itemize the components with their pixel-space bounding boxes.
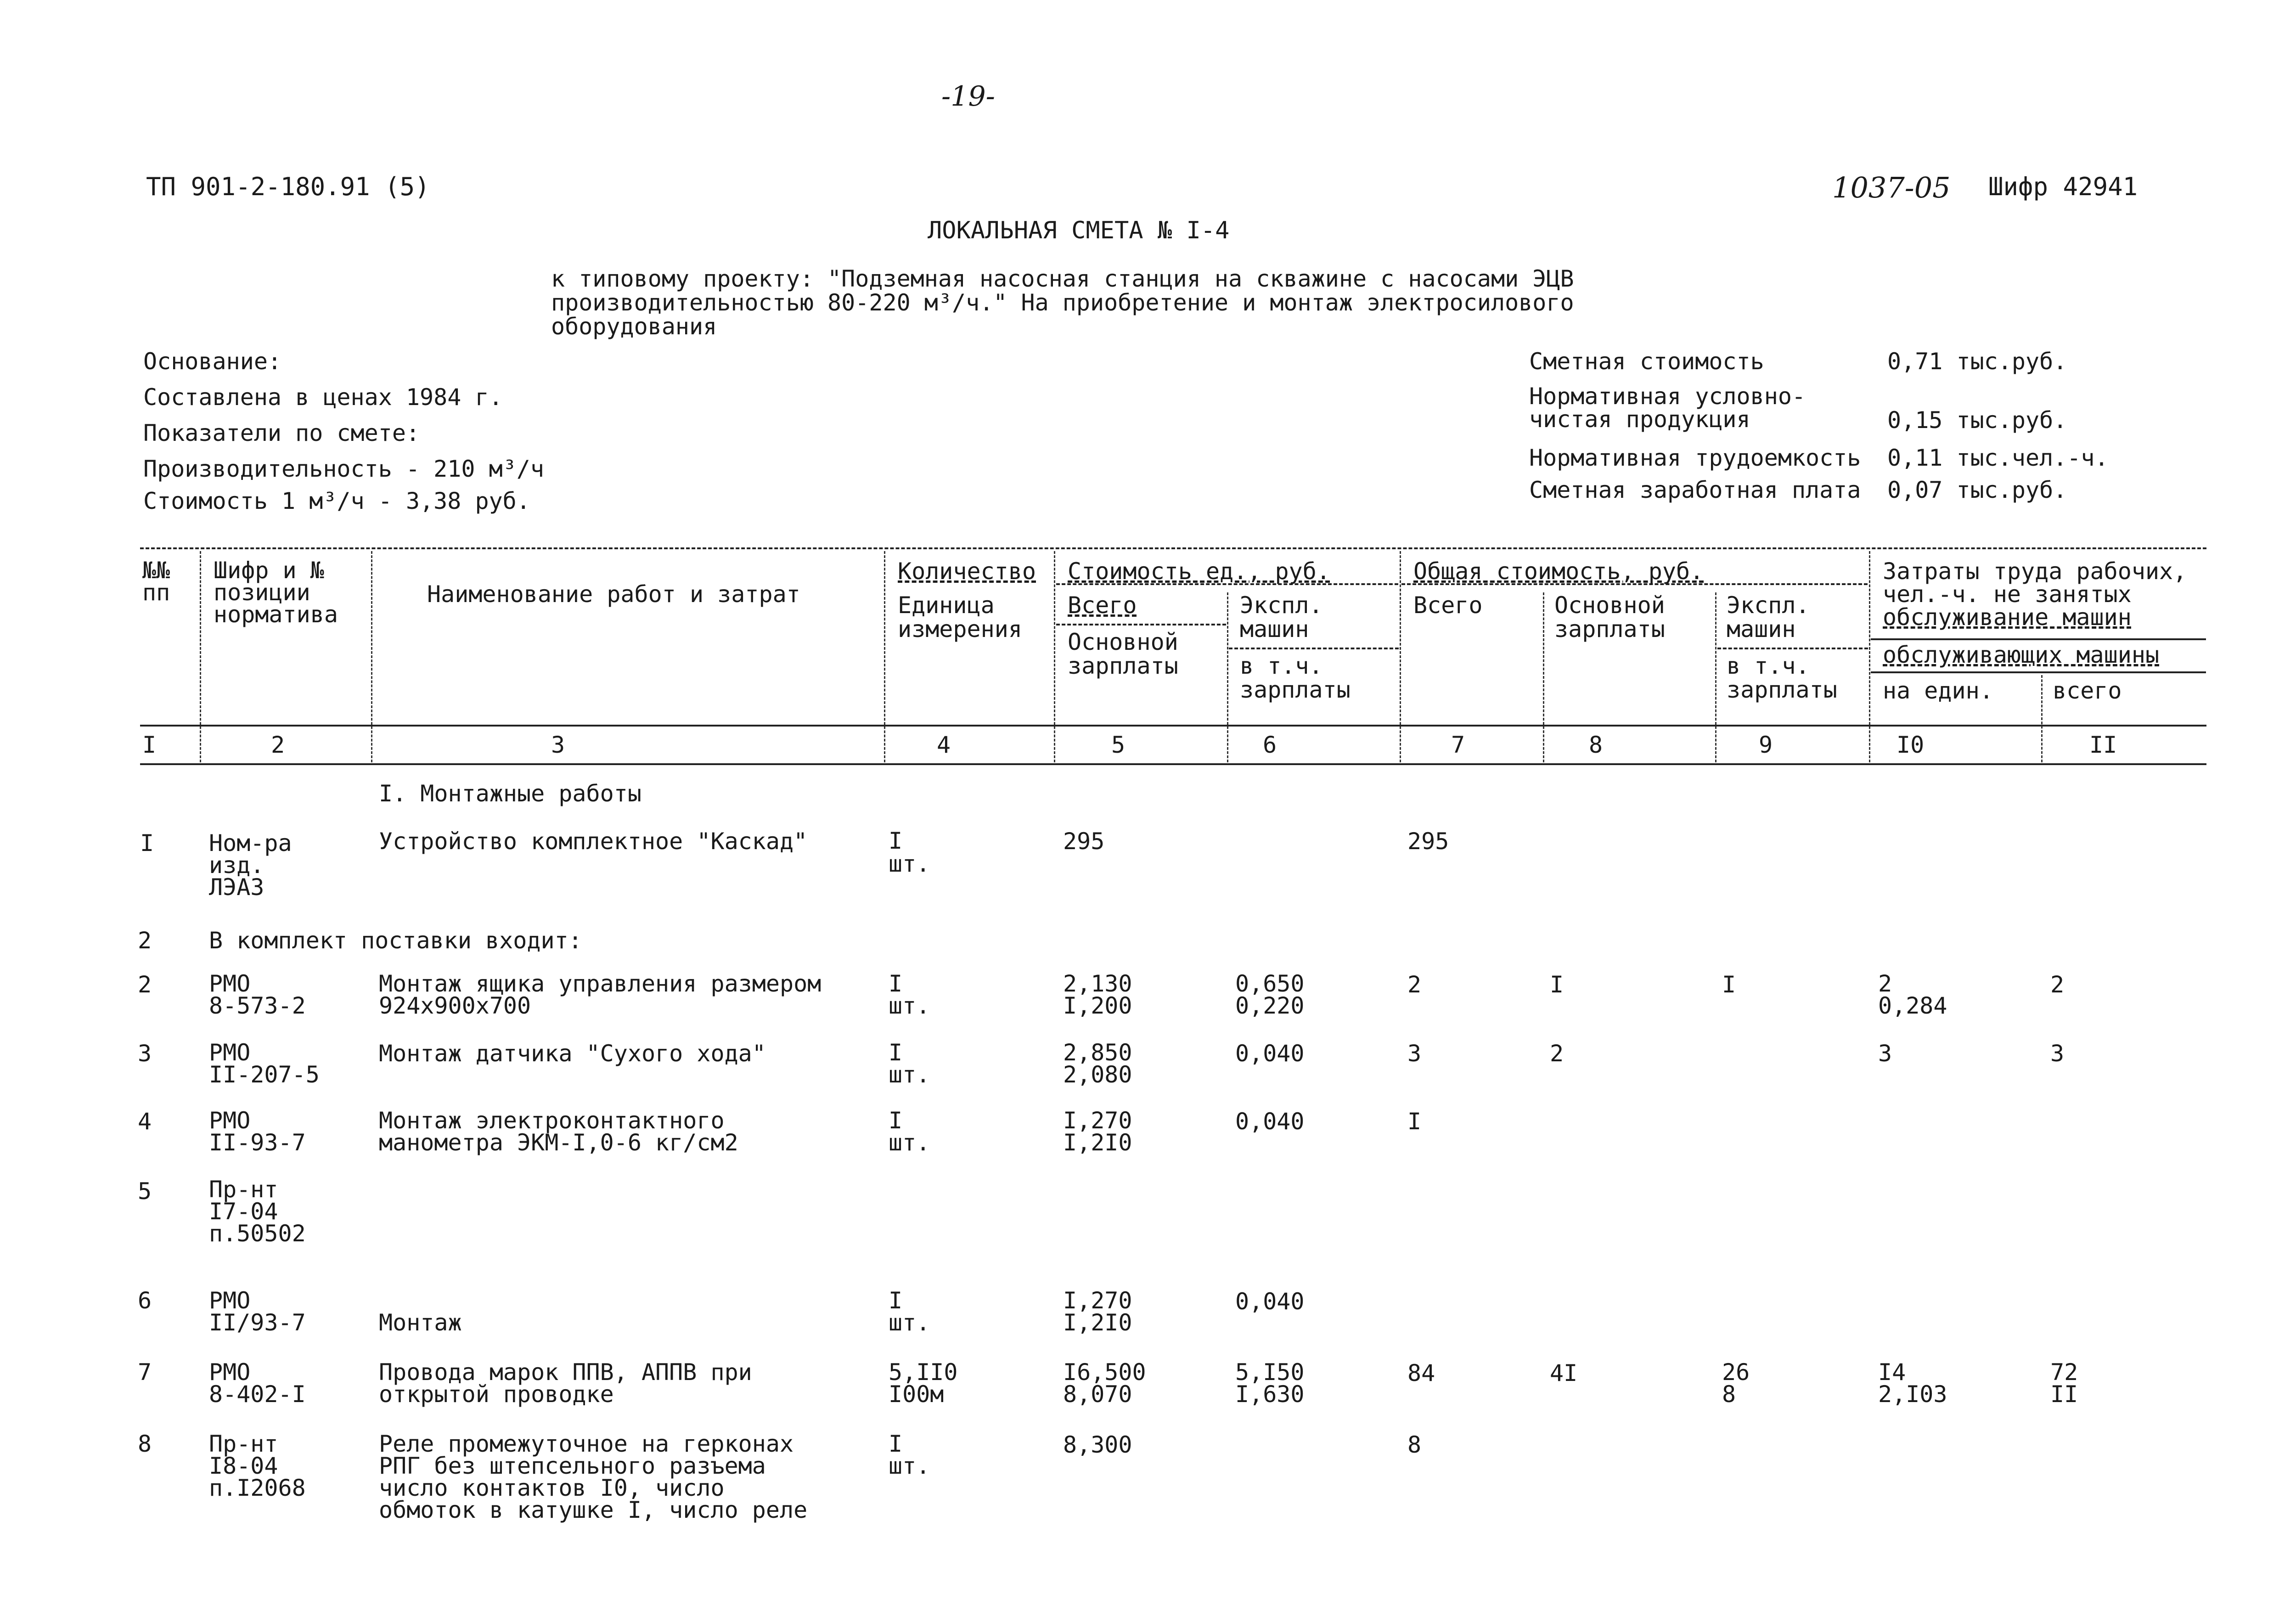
col-divider-4 [1054,551,1055,762]
col-number-8: 8 [1589,732,1603,758]
header-unit-machine-wages: в т.ч. зарплаты [1240,653,1351,703]
header-labor-title: Затраты труда рабочих, [1883,558,2187,585]
header-row-number: №№ пп [142,557,170,606]
unit-total: I,270 I,2I0 [1063,1107,1132,1156]
unit-cost: Стоимость 1 м³/ч - 3,38 руб. [143,488,530,514]
col-number-1: I [142,732,157,758]
norm-code: РМО 8-573-2 [209,970,306,1019]
doc-code: ТП 901-2-180.91 (5) [146,172,430,201]
norm-code: РМО 8-402-I [209,1359,306,1408]
labor-sub-rule-2 [1871,671,2206,673]
document-title: ЛОКАЛЬНАЯ СМЕТА № I-4 [928,217,1230,244]
col-divider-7 [1543,592,1544,762]
col-number-6: 6 [1263,732,1277,758]
net-production-value: 0,15 тыс.руб. [1887,407,2067,434]
work-name: Провода марок ППВ, АППВ при открытой проводке [379,1359,752,1408]
prices-year: Составлена в ценах 1984 г. [143,384,503,411]
work-name: Устройство комплектное "Каскад" [379,828,808,855]
unit-total: I6,500 8,070 [1063,1359,1146,1408]
subtitle-line-1: к типовому проекту: "Подземная насосная станция на скважине с насосами ЭЦВ [551,265,1574,292]
total-cost: 3 [1407,1040,1422,1067]
total-cost: 84 [1407,1360,1435,1386]
row-number: 6 [138,1287,152,1314]
col-number-7: 7 [1451,732,1465,758]
total-cost: 295 [1407,828,1449,855]
header-work-name: Наименование работ и затрат [427,581,800,608]
inventory-number: 1037-05 [1832,171,1951,204]
header-quantity: Количество [898,558,1036,585]
estimated-cost-value: 0,71 тыс.руб. [1887,348,2067,375]
header-bottom-rule [140,725,2206,727]
work-name: Монтаж датчика "Сухого хода" [379,1040,766,1067]
total-base-wages: 2 [1550,1040,1564,1067]
total-machines: I [1722,971,1736,998]
c5-sub-rule [1056,624,1226,625]
col-divider-2 [371,551,372,762]
col-numbers-rule [140,763,2206,765]
section-title: I. Монтажные работы [379,780,642,807]
header-labor-service: обслуживание машин [1883,604,2132,631]
norm-code: Пр-нт I8-04 п.I2068 [209,1431,306,1501]
row-number: 2 [138,971,152,998]
net-production-label: Нормативная условно- чистая продукция [1529,383,1806,433]
col-number-5: 5 [1111,732,1125,758]
unit-machines: 0,040 [1235,1288,1305,1315]
labor-intensity-label: Нормативная трудоемкость [1529,445,1861,471]
page-number: -19- [941,80,995,113]
total-cost: I [1407,1108,1422,1135]
header-unit: Единица измерения [898,592,1022,642]
labor-intensity-value: 0,11 тыс.чел.-ч. [1887,445,2109,471]
delivery-note: В комплект поставки входит: [209,927,582,954]
labor-total: 2 [2050,971,2065,998]
total-base-wages: I [1550,971,1564,998]
header-labor-serving: обслуживающих машины [1883,642,2160,668]
col-divider-3 [884,551,885,762]
unit-total: 2,130 I,200 [1063,970,1132,1019]
estimated-cost-label: Сметная стоимость [1529,348,1764,375]
indicators-label: Показатели по смете: [143,420,420,446]
header-labor-total: всего [2053,677,2122,704]
col-divider-6 [1400,551,1401,762]
header-total-machine-wages: в т.ч. зарплаты [1727,653,1837,703]
header-unit-base-wages: Основной зарплаты [1068,629,1178,679]
col-divider-1 [200,551,201,762]
quantity: 5,II0 I00м [889,1359,958,1408]
subtitle-line-3: оборудования [551,313,717,340]
unit-total: 295 [1063,828,1105,855]
total-cost: 2 [1407,971,1422,998]
wages-label: Сметная заработная плата [1529,477,1861,503]
unit-machines: 0,040 [1235,1040,1305,1067]
col-divider-9 [1869,551,1870,762]
norm-code: Пр-нт I7-04 п.50502 [209,1176,306,1247]
row-number: 7 [138,1359,152,1386]
unit-machines: 0,040 [1235,1108,1305,1135]
labor-total: 3 [2050,1040,2065,1067]
row-number: 5 [138,1178,152,1205]
c9-sub-rule [1717,648,1868,649]
total-machines: 26 8 [1722,1359,1750,1408]
quantity: I шт. [889,1287,930,1336]
quantity: I шт. [889,970,930,1019]
row-number: 8 [138,1431,152,1457]
col-divider-8 [1715,592,1716,762]
labor-sub-rule-1 [1871,638,2206,640]
row-number: I [140,830,154,856]
col-number-10: I0 [1896,732,1925,758]
norm-code: РМО II-93-7 [209,1107,306,1156]
header-labor-per-unit: на един. [1883,677,1993,704]
labor-per-unit: 3 [1878,1040,1892,1067]
unit-total: 2,850 2,080 [1063,1039,1132,1088]
col-number-9: 9 [1759,732,1773,758]
header-unit-total: Всего [1068,592,1137,619]
quantity: I шт. [889,1107,930,1156]
header-total-cost-group: Общая стоимость, руб. [1413,558,1704,585]
row-number: 4 [138,1108,152,1135]
col-divider-10 [2041,675,2043,762]
header-total-base-wages: Основной зарплаты [1554,592,1665,642]
basis-label: Основание: [143,348,282,375]
wages-value: 0,07 тыс.руб. [1887,477,2067,503]
subtitle-line-2: производительностью 80-220 м³/ч." На приобретение и монтаж электросилового [551,289,1574,316]
quantity: I шт. [889,1039,930,1088]
work-name: Монтаж ящика управления размером 924х900х700 [379,970,822,1019]
unit-total: I,270 I,2I0 [1063,1287,1132,1336]
col-number-3: 3 [551,732,565,758]
col-number-2: 2 [271,732,285,758]
quantity: I шт. [889,828,930,877]
header-total-machines: Экспл. машин [1727,592,1810,642]
labor-per-unit: 2 0,284 [1878,970,1947,1019]
row-number: 3 [138,1040,152,1067]
work-name: Монтаж электроконтактного манометра ЭКМ-I,0-6 кг/см2 [379,1107,738,1156]
labor-total: 72 II [2050,1359,2078,1408]
header-labor-not-busy: чел.-ч. не занятых [1883,581,2132,608]
unit-machines: 5,I50 I,630 [1235,1359,1305,1408]
c6-sub-rule [1229,648,1399,649]
quantity: I шт. [889,1431,930,1479]
total-cost: 8 [1407,1431,1422,1458]
unit-total: 8,300 [1063,1431,1132,1458]
header-unit-machines: Экспл. машин [1240,592,1323,642]
header-norm-code: Шифр и № позиции норматива [214,557,338,628]
header-unit-cost-group: Стоимость ед., руб. [1068,558,1330,585]
row-number: 2 [138,927,152,954]
header-total: Всего [1413,592,1483,619]
norm-code: Ном-ра изд. ЛЭАЗ [209,830,292,901]
col-number-11: II [2089,732,2117,758]
col-number-4: 4 [937,732,951,758]
col-divider-5 [1227,592,1228,762]
table-top-rule [140,547,2206,549]
work-name: Реле промежуточное на герконах РПГ без штепсельного разъема число контактов I0, число обмоток в катушке I, число реле [379,1431,808,1523]
productivity: Производительность - 210 м³/ч [143,456,544,482]
norm-code: РМО II-207-5 [209,1039,320,1088]
unit-machines: 0,650 0,220 [1235,970,1305,1019]
work-name: Монтаж [379,1309,462,1336]
norm-code: РМО II/93-7 [209,1287,306,1336]
labor-per-unit: I4 2,I03 [1878,1359,1947,1408]
total-base-wages: 4I [1550,1360,1578,1386]
cipher: Шифр 42941 [1988,172,2138,201]
